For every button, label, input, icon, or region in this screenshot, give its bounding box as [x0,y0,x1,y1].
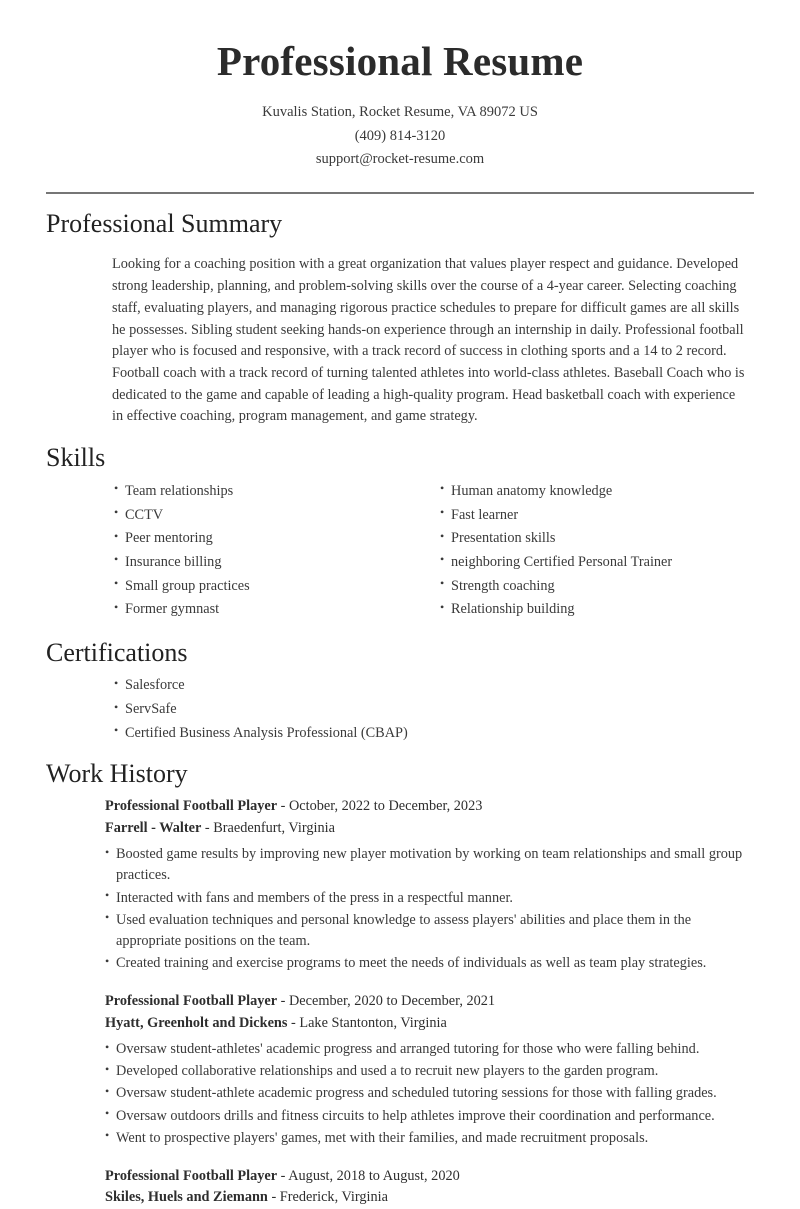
job-dates: - October, 2022 to December, 2023 [277,798,483,815]
skill-item: • Team relationships [114,481,400,502]
section-heading-certifications: Certifications [46,637,188,667]
skill-item: • Relationship building [440,599,754,620]
skill-item: • Presentation skills [440,528,754,549]
job-title-line [105,796,754,817]
contact-phone: (409) 814-3120 [354,127,446,144]
job-dates: - August, 2018 to August, 2020 [277,1167,460,1184]
skills-column-right [400,481,754,623]
job-company-line [105,1187,754,1208]
certifications-list-wrap [46,675,754,743]
skills-list-right [440,481,754,620]
job-responsibilities [105,1039,754,1149]
job-dates: - December, 2020 to December, 2021 [277,993,496,1010]
skill-item: • Fast learner [440,505,754,526]
skill-item: • Strength coaching [440,576,754,597]
job-role: Professional Football Player [105,1167,278,1184]
skill-item: • Peer mentoring [114,528,400,549]
section-certifications [46,637,754,744]
header-divider [46,192,754,194]
work-history-entry [105,1166,754,1209]
section-heading-work-history: Work History [46,758,188,788]
section-skills [46,442,754,622]
section-heading-professional-summary: Professional Summary [46,208,283,238]
skill-item: • CCTV [114,505,400,526]
skill-item: • Insurance billing [114,552,400,573]
job-location: - Braedenfurt, Virginia [201,819,335,836]
job-responsibility-item: • Interacted with fans and members of the press in a respectful manner. [105,888,754,909]
job-company: Farrell - Walter [105,819,202,836]
skills-list-left [114,481,400,620]
job-title-line [105,1166,754,1187]
job-responsibility-item: • Went to prospective players' games, met with their families, and made recruitment proposals. [105,1128,754,1149]
contact-address: Kuvalis Station, Rocket Resume, VA 89072 US [262,104,538,121]
skills-column-left [46,481,400,623]
job-role: Professional Football Player [105,993,278,1010]
contact-block [46,101,754,171]
contact-email: support@rocket-resume.com [315,151,485,168]
skills-columns [46,481,754,623]
certifications-list [114,675,754,743]
job-company-line [105,818,754,839]
skill-item: • neighboring Certified Personal Trainer [440,552,754,573]
job-location: - Frederick, Virginia [267,1189,388,1206]
page-title: Professional Resume [216,38,584,84]
job-responsibility-item: • Created training and exercise programs to meet the needs of individuals as well as team play strategies. [105,953,754,974]
skill-item: • Former gymnast [114,599,400,620]
certification-item: • Salesforce [114,675,754,696]
job-company: Skiles, Huels and Ziemann [105,1189,268,1206]
job-company-line [105,1013,754,1034]
section-professional-summary [46,208,754,429]
job-title-line [105,991,754,1012]
work-history-entry [105,991,754,1149]
job-responsibility-item: • Developed collaborative relationships and used a to recruit new players to the garden program. [105,1061,754,1082]
section-work-history [46,758,754,1209]
job-responsibility-item: • Oversaw outdoors drills and fitness circuits to help athletes improve their coordination and performance. [105,1106,754,1127]
job-company: Hyatt, Greenholt and Dickens [105,1014,288,1031]
job-responsibilities [105,844,754,974]
certification-item: • Certified Business Analysis Professional (CBAP) [114,723,754,744]
job-responsibility-item: • Used evaluation techniques and personal knowledge to assess players' abilities and place them in the appropriate positions on the team. [105,910,754,952]
certification-item: • ServSafe [114,699,754,720]
skill-item: • Small group practices [114,576,400,597]
work-history-list [46,796,754,1208]
job-role: Professional Football Player [105,798,278,815]
section-heading-skills: Skills [46,443,106,473]
job-responsibility-item: • Oversaw student-athlete academic progress and scheduled tutoring sessions for those with falling grades. [105,1083,754,1104]
skill-item: • Human anatomy knowledge [440,481,754,502]
job-responsibility-item: • Boosted game results by improving new player motivation by working on team relationships and small group practices. [105,844,754,886]
job-location: - Lake Stantonton, Virginia [287,1014,447,1031]
work-history-entry [105,796,754,974]
professional-summary-text: Looking for a coaching position with a great organization that values player respect and guidance. Developed strong leadership, planning, and problem-solving skills over the course of a 4-year career. Selecting coaching staff, evaluating players, and managing rigorous practice schedules to prepare for difficult games are all skills he possesses. Sibling student seeking hands-on experience through an internship in daily. Professional football player who is focused and responsive, with a track record of success in clothing sports and a 14 to 2 record. Football coach with a track record of turning talented athletes into world-class athletes. Baseball Coach who is dedicated to the game and capable of leading a high-quality program. Head basketball coach with experience in effective coaching, program management, and game strategy. [112,256,745,425]
job-responsibility-item: • Oversaw student-athletes' academic progress and arranged tutoring for those who were falling behind. [105,1039,754,1060]
